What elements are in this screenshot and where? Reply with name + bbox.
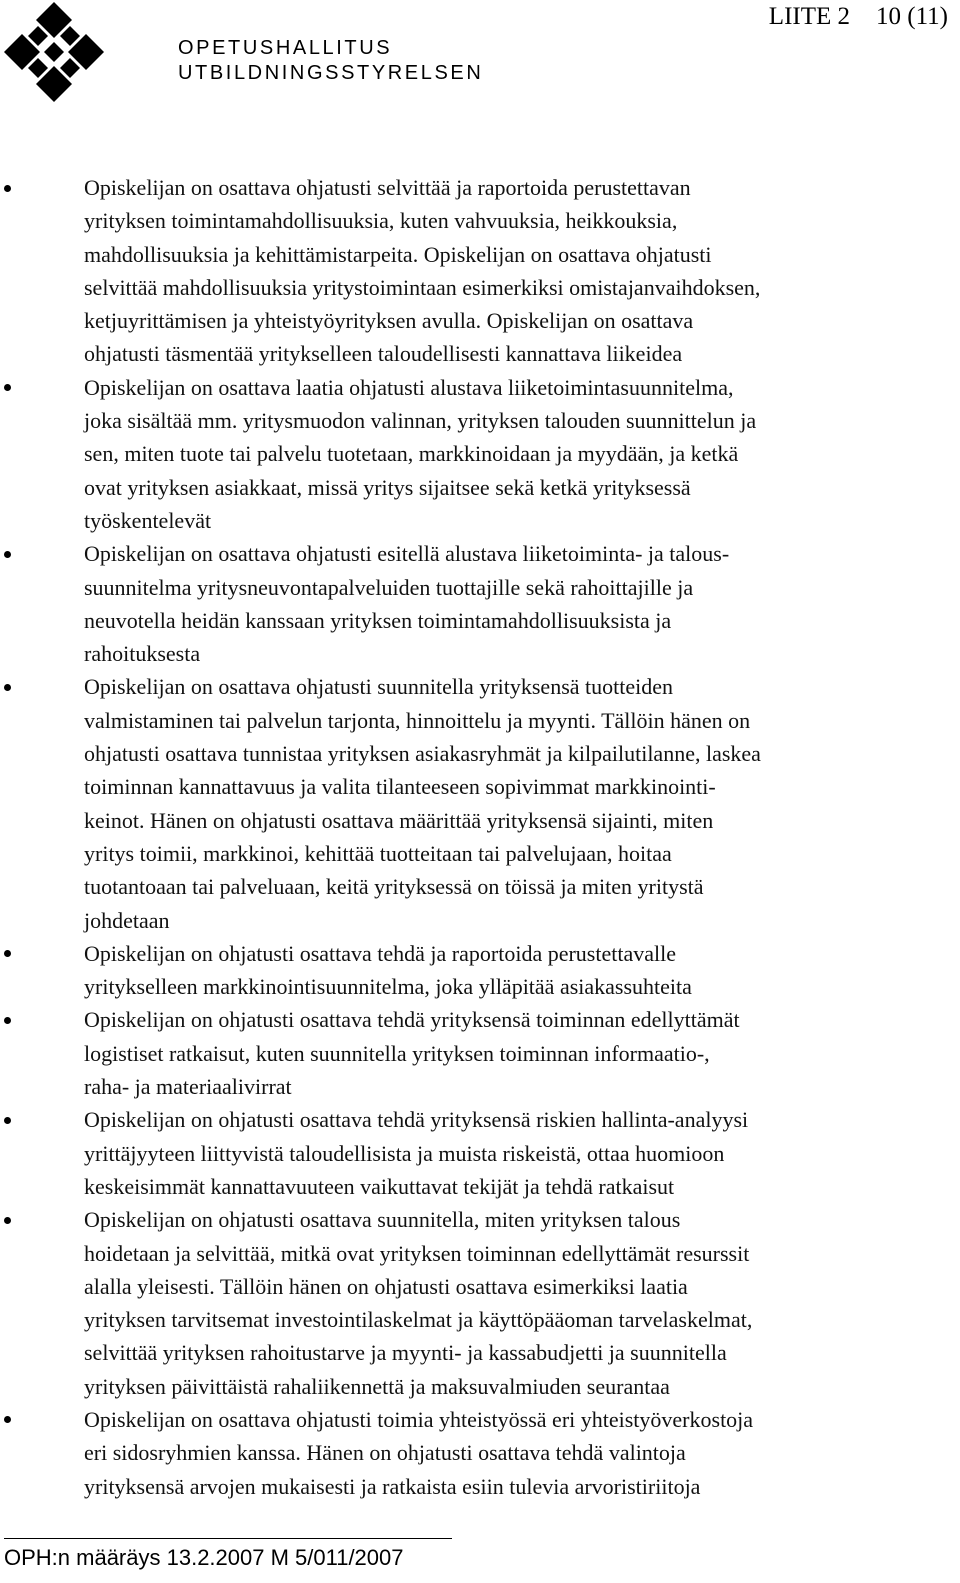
bullet-icon — [4, 1416, 11, 1423]
org-name-finnish: OPETUSHALLITUS — [178, 37, 393, 59]
organization-name — [178, 36, 483, 86]
list-item — [0, 1003, 960, 1103]
list-item — [0, 670, 960, 936]
bullet-icon — [4, 551, 11, 558]
list-item — [0, 1203, 960, 1403]
bullet-icon — [4, 684, 11, 691]
bullet-icon — [4, 1217, 11, 1224]
page-number: 10 (11) — [876, 3, 948, 30]
list-item-text: Opiskelijan on osattava laatia ohjatusti alustava liiketoimintasuunnitelma, joka sisältää mm. yritysmuodon valinnan, yrityksen talouden suunnittelun ja sen, miten tuote tai palvelu tuotetaan, markkinoidaan ja myydään, ja ketkä ovat yrityksen asiakkaat, missä yritys sijaitsee sekä ketkä yrityksessä työskentelevät — [84, 374, 757, 533]
list-item-text: Opiskelijan on ohjatusti osattava tehdä yrityksensä toiminnan edellyttämät logistiset ratkaisut, kuten suunnitella yrityksen toiminnan informaatio-, raha- ja materiaalivirrat — [84, 1007, 740, 1100]
list-item-text: Opiskelijan on ohjatusti osattava tehdä ja raportoida perustettavalle yritykselleen markkinointisuunnitelma, joka ylläpitää asiakassuhteita — [84, 940, 692, 1000]
footer-reference: OPH:n määräys 13.2.2007 M 5/011/2007 — [4, 1545, 404, 1570]
list-item — [0, 171, 960, 371]
diamond-pattern-logo-icon — [4, 2, 104, 102]
footer-divider — [4, 1538, 452, 1539]
requirements-list — [0, 171, 960, 1503]
bullet-icon — [4, 1017, 11, 1024]
list-item — [0, 537, 960, 670]
list-item-text: Opiskelijan on osattava ohjatusti selvittää ja raportoida perustettavan yrityksen toimintamahdollisuuksia, kuten vahvuuksia, heikkouksia, mahdollisuuksia ja kehittämistarpeita. Opiskelijan on osattava ohjatusti selvittää mahdollisuuksia yritystoimintaan esimerkiksi omistajanvaihdoksen, ketjuyrittämisen ja yhteistyöyrityksen avulla. Opiskelijan on osattava ohjatusti täsmentää yritykselleen taloudellisesti kannattava liikeidea — [84, 175, 761, 367]
list-item-text: Opiskelijan on ohjatusti osattava suunnitella, miten yrityksen talous hoidetaan ja selvittää, mitkä ovat yrityksen toiminnan edellyttämät resurssit alalla yleisesti. Tällöin hänen on ohjatusti osattava esimerkiksi laatia yrityksen tarvitsemat investointilaskelmat ja käyttöpääoman tarvelaskelmat, selvittää yrityksen rahoitustarve ja myynti- ja kassabudjetti ja suunnitella yrityksen päivittäistä rahaliikennettä ja maksuvalmiuden seurantaa — [84, 1207, 753, 1399]
list-item-text: Opiskelijan on ohjatusti osattava tehdä yrityksensä riskien hallinta-analyysi yrittäjyyteen liittyvistä taloudellisista ja muista riskeistä, ottaa huomioon keskeisimmät kannattavuuteen vaikuttavat tekijät ja tehdä ratkaisut — [84, 1107, 749, 1199]
bullet-icon — [4, 1117, 11, 1124]
list-item-text: Opiskelijan on osattava ohjatusti esitellä alustava liiketoiminta- ja talous- suunnitelma yritysneuvontapalveluiden tuottajille sekä rahoittajille ja neuvotella heidän kanssaan yrityksen toimintamahdollisuuksista ja rahoituksesta — [84, 541, 730, 667]
list-item — [0, 1103, 960, 1203]
bullet-icon — [4, 384, 11, 391]
bullet-icon — [4, 950, 11, 957]
document-body — [0, 171, 960, 1503]
list-item-text: Opiskelijan on osattava ohjatusti suunnitella yrityksensä tuotteiden valmistaminen tai palvelun tarjonta, hinnoittelu ja myynti. Tällöin hänen on ohjatusti osattava tunnistaa yrityksen asiakasryhmät ja kilpailutilanne, laskea toiminnan kannattavuus ja valita tilanteeseen sopivimmat markkinointi- keinot. Hänen on ohjatusti osattava määrittää yrityksensä sijainti, miten yritys toimii, markkinoi, kehittää tuotteitaan tai palvelujaan, hoitaa tuotantoaan tai palveluaan, keitä yrityksessä on töissä ja miten yritystä johdetaan — [84, 674, 761, 933]
bullet-icon — [4, 185, 11, 192]
org-name-swedish: UTBILDNINGSSTYRELSEN — [178, 62, 484, 84]
list-item — [0, 937, 960, 1004]
page-reference — [769, 2, 948, 32]
list-item — [0, 371, 960, 537]
list-item-text: Opiskelijan on osattava ohjatusti toimia yhteistyössä eri yhteistyöverkostoja eri sidosryhmien kanssa. Hänen on ohjatusti osattava tehdä valintoja yrityksensä arvojen mukaisesti ja ratkaista esiin tulevia arvoristiriitoja — [84, 1406, 754, 1499]
list-item — [0, 1403, 960, 1503]
attachment-label: LIITE 2 — [768, 3, 851, 30]
